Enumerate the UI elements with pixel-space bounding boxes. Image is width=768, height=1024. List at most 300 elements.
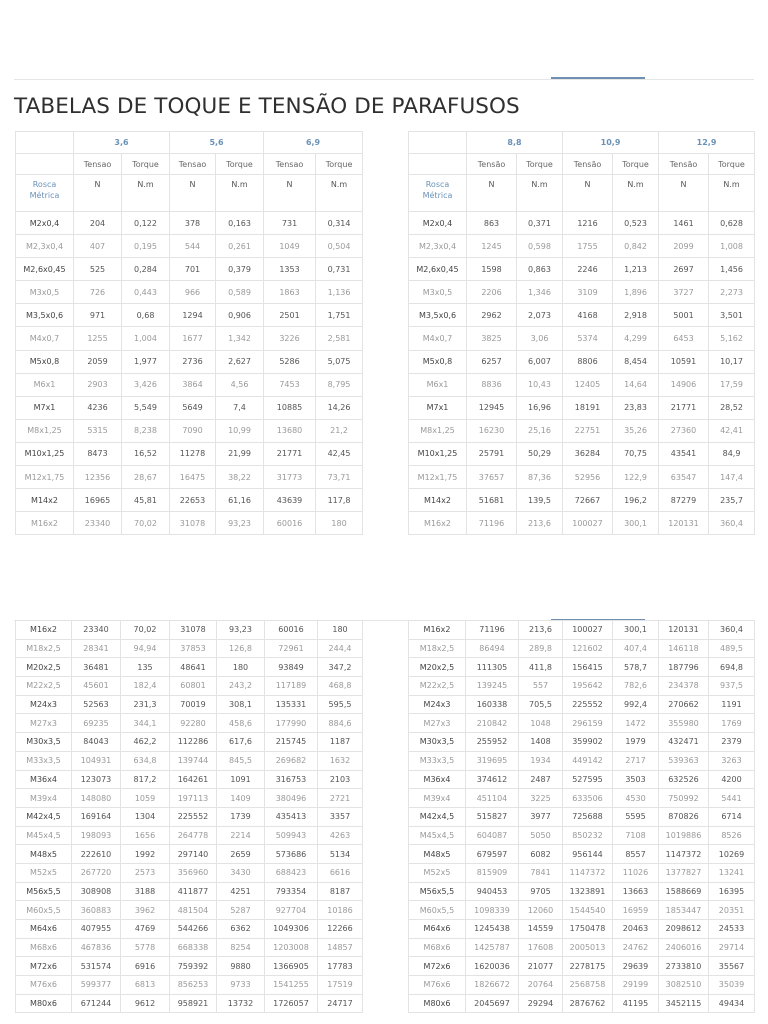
thread-header-line: Métrica (422, 191, 453, 200)
sub-header: Tensao (74, 154, 122, 175)
torque-value: 3430 (217, 863, 265, 882)
tension-value: 359902 (563, 733, 613, 752)
tension-value: 87279 (659, 489, 709, 512)
table-row (16, 396, 363, 419)
tension-value: 3727 (659, 281, 709, 304)
torque-value: 3977 (519, 807, 563, 826)
table-row (409, 938, 755, 957)
torque-value: 2103 (318, 770, 363, 789)
torque-value: 5287 (217, 901, 265, 920)
torque-value: 9880 (217, 957, 265, 976)
tension-value: 1461 (659, 212, 709, 235)
torque-value: 14559 (519, 920, 563, 939)
table-row (16, 235, 363, 258)
torque-value: 11026 (613, 863, 659, 882)
tension-value: 966 (170, 281, 216, 304)
torque-value: 38,22 (216, 466, 264, 489)
thread-header-line: Rosca (32, 180, 57, 189)
tension-value: 177990 (265, 714, 318, 733)
tension-value: 525 (74, 258, 122, 281)
sub-header: Tensao (264, 154, 316, 175)
tension-value: 72961 (265, 639, 318, 658)
tension-value: 1323891 (563, 882, 613, 901)
tension-value: 599377 (72, 976, 121, 995)
tension-value: 815909 (466, 863, 519, 882)
tension-value: 515827 (466, 807, 519, 826)
tension-value: 100027 (563, 621, 613, 640)
tension-value: 92280 (170, 714, 217, 733)
tension-value: 139744 (170, 751, 217, 770)
tension-value: 870826 (659, 807, 709, 826)
tension-value: 297140 (170, 845, 217, 864)
tension-value: 225552 (563, 695, 613, 714)
table-row (409, 639, 755, 658)
unit-label: N.m (517, 175, 563, 212)
torque-value: 595,5 (318, 695, 363, 714)
torque-value: 8526 (709, 826, 755, 845)
tension-value: 70019 (170, 695, 217, 714)
tension-value: 3082510 (659, 976, 709, 995)
torque-value: 122,9 (613, 466, 659, 489)
torque-value: 1091 (217, 770, 265, 789)
tension-value: 69235 (72, 714, 121, 733)
torque-value: 0,906 (216, 304, 264, 327)
tension-value: 37657 (467, 466, 517, 489)
torque-value: 24717 (318, 994, 363, 1013)
table-row (409, 512, 755, 535)
torque-value: 2487 (519, 770, 563, 789)
tension-value: 215745 (265, 733, 318, 752)
tension-value: 1863 (264, 281, 316, 304)
torque-value: 10269 (709, 845, 755, 864)
tension-value: 45601 (72, 677, 121, 696)
torque-value: 0,443 (122, 281, 170, 304)
tension-value: 1853447 (659, 901, 709, 920)
torque-value: 347,2 (318, 658, 363, 677)
torque-value: 13663 (613, 882, 659, 901)
tension-value: 31078 (170, 512, 216, 535)
table-row (409, 863, 755, 882)
tension-value: 701 (170, 258, 216, 281)
tension-value: 1750478 (563, 920, 613, 939)
table-row (16, 621, 363, 640)
torque-value: 6916 (121, 957, 170, 976)
tension-value: 16965 (74, 489, 122, 512)
tension-value: 270662 (659, 695, 709, 714)
units-row (16, 175, 363, 212)
torque-value: 16959 (613, 901, 659, 920)
torque-value: 0,284 (122, 258, 170, 281)
torque-value: 20764 (519, 976, 563, 995)
tension-value: 222610 (72, 845, 121, 864)
thread-size: M3,5x0,6 (16, 304, 74, 327)
torque-value: 16,52 (122, 442, 170, 465)
table-row (409, 258, 755, 281)
torque-value: 308,1 (217, 695, 265, 714)
tension-value: 120131 (659, 621, 709, 640)
torque-value: 10186 (318, 901, 363, 920)
unit-label: N (264, 175, 316, 212)
torque-value: 16,96 (517, 396, 563, 419)
table-row (16, 212, 363, 235)
table-row (16, 258, 363, 281)
torque-value: 126,8 (217, 639, 265, 658)
sub-header: Torque (709, 154, 755, 175)
torque-value: 705,5 (519, 695, 563, 714)
tension-value: 1598 (467, 258, 517, 281)
torque-value: 8557 (613, 845, 659, 864)
torque-value: 17,59 (709, 373, 755, 396)
torque-value: 94,94 (121, 639, 170, 658)
tension-value: 100027 (563, 512, 613, 535)
table-row (409, 621, 755, 640)
thread-size: M6x1 (16, 373, 74, 396)
table-row (16, 976, 363, 995)
tension-value: 2246 (563, 258, 613, 281)
units-row (409, 175, 755, 212)
tension-value: 531574 (72, 957, 121, 976)
table-row (16, 789, 363, 808)
tension-value: 43541 (659, 442, 709, 465)
tension-value: 2733810 (659, 957, 709, 976)
torque-value: 87,36 (517, 466, 563, 489)
torque-value: 12266 (318, 920, 363, 939)
tension-value: 60016 (264, 512, 316, 535)
table-row (16, 882, 363, 901)
tension-value: 750992 (659, 789, 709, 808)
torque-value: 6813 (121, 976, 170, 995)
tension-value: 5315 (74, 419, 122, 442)
thread-size: M48x5 (16, 845, 72, 864)
tension-value: 1544540 (563, 901, 613, 920)
tension-value: 355980 (659, 714, 709, 733)
tension-value: 21771 (659, 396, 709, 419)
torque-value: 28,67 (122, 466, 170, 489)
tension-value: 120131 (659, 512, 709, 535)
torque-value: 117,8 (316, 489, 363, 512)
torque-value: 196,2 (613, 489, 659, 512)
torque-value: 5595 (613, 807, 659, 826)
tension-value: 971 (74, 304, 122, 327)
table-row (16, 373, 363, 396)
torque-value: 8254 (217, 938, 265, 957)
thread-size: M16x2 (16, 621, 72, 640)
sub-header: Tensão (659, 154, 709, 175)
tension-value: 2697 (659, 258, 709, 281)
torque-value: 617,6 (217, 733, 265, 752)
thread-size: M39x4 (409, 789, 466, 808)
thread-size: M42x4,5 (16, 807, 72, 826)
corner-cell (409, 132, 467, 154)
unit-label: N.m (709, 175, 755, 212)
torque-value: 4530 (613, 789, 659, 808)
unit-label: N (74, 175, 122, 212)
tension-value: 269682 (265, 751, 318, 770)
tension-value: 13680 (264, 419, 316, 442)
torque-value: 462,2 (121, 733, 170, 752)
table-row (16, 327, 363, 350)
torque-value: 29199 (613, 976, 659, 995)
table-row (409, 920, 755, 939)
table-row (16, 512, 363, 535)
table-row (16, 863, 363, 882)
tension-value: 2005013 (563, 938, 613, 957)
table-row (409, 751, 755, 770)
tension-value: 37853 (170, 639, 217, 658)
thread-size: M10x1,25 (16, 442, 74, 465)
tension-value: 1541255 (265, 976, 318, 995)
torque-value: 3357 (318, 807, 363, 826)
table-row (16, 901, 363, 920)
torque-value: 782,6 (613, 677, 659, 696)
tension-value: 11278 (170, 442, 216, 465)
sub-header: Tensao (170, 154, 216, 175)
thread-size: M30x3,5 (409, 733, 466, 752)
tension-value: 793354 (265, 882, 318, 901)
table-row (16, 304, 363, 327)
thread-size: M3,5x0,6 (409, 304, 467, 327)
table-row (409, 235, 755, 258)
torque-value: 135 (121, 658, 170, 677)
torque-value: 2,918 (613, 304, 659, 327)
torque-value: 937,5 (709, 677, 755, 696)
torque-value: 1,896 (613, 281, 659, 304)
table-row (16, 639, 363, 658)
tension-value: 1353 (264, 258, 316, 281)
tension-value: 411877 (170, 882, 217, 901)
thread-size: M80x6 (16, 994, 72, 1013)
tension-value: 1203008 (265, 938, 318, 957)
torque-value: 12060 (519, 901, 563, 920)
class-header-row (409, 132, 755, 154)
tension-value: 117189 (265, 677, 318, 696)
torque-value: 213,6 (517, 512, 563, 535)
thread-size: M6x1 (409, 373, 467, 396)
torque-value: 489,5 (709, 639, 755, 658)
torque-value: 3,06 (517, 327, 563, 350)
torque-value: 1,977 (122, 350, 170, 373)
torque-value: 1191 (709, 695, 755, 714)
torque-value: 3188 (121, 882, 170, 901)
table-row (409, 373, 755, 396)
torque-table-left (15, 131, 363, 535)
tension-value: 204 (74, 212, 122, 235)
tension-value: 509943 (265, 826, 318, 845)
tension-value: 544266 (170, 920, 217, 939)
table-row (409, 327, 755, 350)
table-row (409, 882, 755, 901)
thread-header-line: Métrica (29, 191, 60, 200)
torque-value: 9612 (121, 994, 170, 1013)
tension-value: 467836 (72, 938, 121, 957)
thread-size: M2,3x0,4 (16, 235, 74, 258)
torque-value: 231,3 (121, 695, 170, 714)
tension-value: 156415 (563, 658, 613, 677)
thread-size: M64x6 (16, 920, 72, 939)
torque-value: 61,16 (216, 489, 264, 512)
torque-value: 1304 (121, 807, 170, 826)
table-row (409, 957, 755, 976)
tension-value: 210842 (466, 714, 519, 733)
tension-value: 3825 (467, 327, 517, 350)
torque-value: 1739 (217, 807, 265, 826)
tension-value: 4236 (74, 396, 122, 419)
tension-value: 5286 (264, 350, 316, 373)
tension-value: 6257 (467, 350, 517, 373)
unit-label: N.m (122, 175, 170, 212)
thread-size: M4x0,7 (16, 327, 74, 350)
tension-value: 23340 (72, 621, 121, 640)
thread-size: M56x5,5 (16, 882, 72, 901)
torque-value: 1,751 (316, 304, 363, 327)
tension-value: 573686 (265, 845, 318, 864)
table-row (16, 677, 363, 696)
thread-size: M24x3 (409, 695, 466, 714)
tension-value: 2406016 (659, 938, 709, 957)
tension-value: 407 (74, 235, 122, 258)
torque-value: 42,41 (709, 419, 755, 442)
torque-value: 10,43 (517, 373, 563, 396)
tension-value: 31078 (170, 621, 217, 640)
torque-value: 23,83 (613, 396, 659, 419)
torque-value: 21,99 (216, 442, 264, 465)
unit-label: N (170, 175, 216, 212)
tension-value: 10885 (264, 396, 316, 419)
tension-value: 2876762 (563, 994, 613, 1013)
table-row (409, 212, 755, 235)
torque-value: 50,29 (517, 442, 563, 465)
class-label: 3,6 (74, 132, 170, 154)
table-row (409, 695, 755, 714)
thread-size: M4x0,7 (409, 327, 467, 350)
torque-value: 0,122 (122, 212, 170, 235)
torque-table-lower-left (15, 620, 363, 1013)
thread-size: M27x3 (16, 714, 72, 733)
tension-value: 451104 (466, 789, 519, 808)
tension-value: 5649 (170, 396, 216, 419)
tension-value: 1588669 (659, 882, 709, 901)
tension-value: 225552 (170, 807, 217, 826)
torque-value: 1187 (318, 733, 363, 752)
tension-value: 4168 (563, 304, 613, 327)
tension-value: 14906 (659, 373, 709, 396)
torque-value: 180 (316, 512, 363, 535)
table-row (16, 733, 363, 752)
thread-size: M30x3,5 (16, 733, 72, 752)
torque-value: 3263 (709, 751, 755, 770)
tension-value: 356960 (170, 863, 217, 882)
torque-value: 300,1 (613, 512, 659, 535)
tension-value: 1377827 (659, 863, 709, 882)
tension-value: 2278175 (563, 957, 613, 976)
tab-indicator (551, 77, 645, 79)
torque-value: 2659 (217, 845, 265, 864)
torque-value: 42,45 (316, 442, 363, 465)
torque-value: 24762 (613, 938, 659, 957)
thread-size: M42x4,5 (409, 807, 466, 826)
torque-value: 1409 (217, 789, 265, 808)
tension-value: 255952 (466, 733, 519, 752)
torque-value: 5441 (709, 789, 755, 808)
tension-value: 12356 (74, 466, 122, 489)
thread-size: M14x2 (409, 489, 467, 512)
torque-value: 1992 (121, 845, 170, 864)
tension-value: 632526 (659, 770, 709, 789)
tension-value: 731 (264, 212, 316, 235)
table-row (16, 281, 363, 304)
tension-value: 146118 (659, 639, 709, 658)
tension-value: 1677 (170, 327, 216, 350)
thread-size: M64x6 (409, 920, 466, 939)
tension-value: 2099 (659, 235, 709, 258)
torque-value: 2379 (709, 733, 755, 752)
torque-value: 5050 (519, 826, 563, 845)
tension-value: 1245 (467, 235, 517, 258)
torque-value: 29294 (519, 994, 563, 1013)
tension-value: 104931 (72, 751, 121, 770)
tension-value: 435413 (265, 807, 318, 826)
tension-value: 633506 (563, 789, 613, 808)
table-row (16, 442, 363, 465)
tension-value: 112286 (170, 733, 217, 752)
tension-value: 28341 (72, 639, 121, 658)
tension-value: 63547 (659, 466, 709, 489)
table-row (16, 714, 363, 733)
torque-value: 411,8 (519, 658, 563, 677)
torque-value: 35,26 (613, 419, 659, 442)
torque-value: 14,64 (613, 373, 659, 396)
torque-value: 24533 (709, 920, 755, 939)
torque-value: 3,426 (122, 373, 170, 396)
tension-value: 1620036 (466, 957, 519, 976)
unit-label: N.m (613, 175, 659, 212)
thread-size: M2x0,4 (16, 212, 74, 235)
tension-value: 2903 (74, 373, 122, 396)
thread-size: M68x6 (409, 938, 466, 957)
tension-value: 123073 (72, 770, 121, 789)
thread-size: M2,3x0,4 (409, 235, 467, 258)
thread-size: M20x2,5 (16, 658, 72, 677)
class-label: 12,9 (659, 132, 755, 154)
torque-value: 2717 (613, 751, 659, 770)
thread-size: M18x2,5 (16, 639, 72, 658)
tension-value: 1019886 (659, 826, 709, 845)
thread-size: M72x6 (409, 957, 466, 976)
tension-value: 1294 (170, 304, 216, 327)
class-label: 5,6 (170, 132, 264, 154)
table-row (409, 489, 755, 512)
tension-value: 195642 (563, 677, 613, 696)
table-row (409, 733, 755, 752)
torque-value: 4200 (709, 770, 755, 789)
torque-value: 29714 (709, 938, 755, 957)
thread-size: M60x5,5 (409, 901, 466, 920)
torque-value: 817,2 (121, 770, 170, 789)
tension-value: 2059 (74, 350, 122, 373)
thread-size: M80x6 (409, 994, 466, 1013)
torque-value: 7,4 (216, 396, 264, 419)
table-row (16, 350, 363, 373)
tension-value: 111305 (466, 658, 519, 677)
torque-value: 6082 (519, 845, 563, 864)
thread-size: M27x3 (409, 714, 466, 733)
thread-size: M36x4 (409, 770, 466, 789)
corner-cell (16, 154, 74, 175)
thread-size: M5x0,8 (16, 350, 74, 373)
thread-size: M68x6 (16, 938, 72, 957)
tension-value: 1425787 (466, 938, 519, 957)
tension-value: 84043 (72, 733, 121, 752)
